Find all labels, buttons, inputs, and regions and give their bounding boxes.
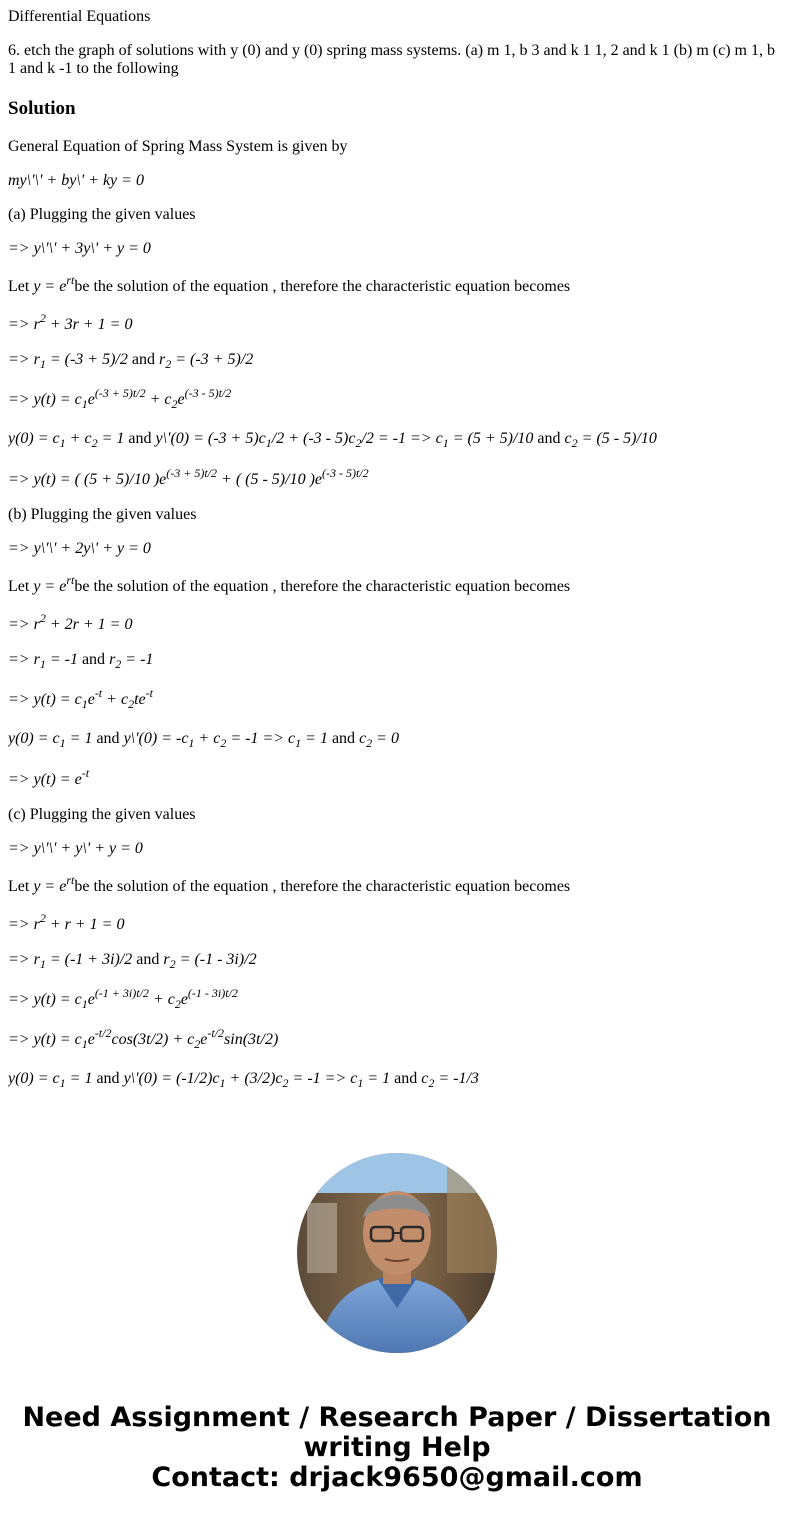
author-photo [297,1153,497,1353]
part-b-initial-conditions: $y(0) = c_1 = 1$ and y\'(0) = $-c_1 + c_2 = -1 => c_1 = 1$ and $c_2 = 0$ [8,730,399,750]
part-a-char-equation: => $r^2 + 3r + 1 = 0$ [8,311,133,333]
solution-body [8,138,786,1088]
general-equation: my\'\' + by\' + ky = 0 [8,172,144,189]
part-c-roots: => $r_1 = (-1 + 3i)/2$ and $r_2 = (-1 - 3i)/2$ [8,951,257,971]
part-c-general-solution: => $y(t) = c_1e^{(-1 + 3i)t/2} + c_2e^{(-1 - 3i)t/2}$ [8,986,238,1011]
part-a-general-solution: => $y(t) = c_1e^{(-3 + 5)t/2} + c_2e^{(-3 - 5)t/2}$ [8,386,232,411]
part-b-equation: => y\'\' + 2y\' + y = 0 [8,540,151,557]
category-label: Differential Equations [8,8,151,25]
banner-line-1: Need Assignment / Research Paper / Dissertation [22,1402,772,1433]
part-c-initial-conditions: $y(0) = c_1 = 1$ and y\'(0) = $(-1/2)c_1 + (3/2)c_2 = -1 => c_1 = 1$ and $c_2 = -1/3$ [8,1070,479,1090]
part-b-roots: => $r_1 = -1$ and $r_2 = -1$ [8,651,154,671]
banner-line-2: writing Help [303,1432,491,1463]
question-content [8,0,786,1124]
part-a-equation: => y\'\' + 3y\' + y = 0 [8,240,151,257]
part-c-char-intro: Let $y = e^{rt}be$ the solution of the equation , therefore the characteristic equation becomes [8,873,571,895]
part-a-char-intro: Let $y = e^{rt}be$ the solution of the equation , therefore the characteristic equation becomes [8,273,571,295]
part-b-heading: (b) Plugging the given values [8,506,197,523]
part-a-initial-conditions: $y(0) = c_1 + c_2 = 1$ and y\'(0) = $(-3 + 5)c_1/2 + (-3 - 5)c_2/2 = -1 => c_1 = (5 + 5)/10$ and $c_2 = (5 - 5)/10$ [8,430,657,450]
part-a-roots: => $r_1 = (-3 + 5)/2$ and $r_2 = (-3 + 5)/2$ [8,351,254,371]
part-c-char-equation: => $r^2 + r + 1 = 0$ [8,911,125,933]
question-text: 6. etch the graph of solutions with y (0) and y (0) spring mass systems. (a) m 1, b 3 and k 1 1, 2 and k 1 (b) m (c) m 1, b 1 and k -1 to the following [8,42,775,77]
part-a-heading: (a) Plugging the given values [8,206,196,223]
banner-contact: Contact: drjack9650@gmail.com [151,1462,643,1493]
solution-intro: General Equation of Spring Mass System is given by [8,138,348,155]
part-b-final-solution: => $y(t) = e^{-t}$ [8,766,90,788]
author-photo-image [297,1153,497,1353]
solution-heading: Solution [8,98,76,119]
part-b-char-equation: => $r^2 + 2r + 1 = 0$ [8,611,133,633]
part-a-final-solution: => y(t) = ( (5 + 5)/10 )$e^{(-3 + 5)t/2}$ + ( (5 - 5)/10 )$e^{(-3 - 5)t/2}$ [8,466,369,488]
part-b-general-solution: => $y(t) = c_1e^{-t} + c_2te^{-t}$ [8,686,153,711]
part-c-equation: => y\'\' + y\' + y = 0 [8,840,143,857]
part-c-heading: (c) Plugging the given values [8,806,196,823]
part-c-real-solution: => $y(t) = c_1e^{-t/2}\cos(3t/2) + c_2e^{-t/2}\sin(3t/2)$ [8,1026,279,1051]
contact-banner [0,1403,794,1493]
part-b-char-intro: Let $y = e^{rt}be$ the solution of the equation , therefore the characteristic equation becomes [8,573,571,595]
